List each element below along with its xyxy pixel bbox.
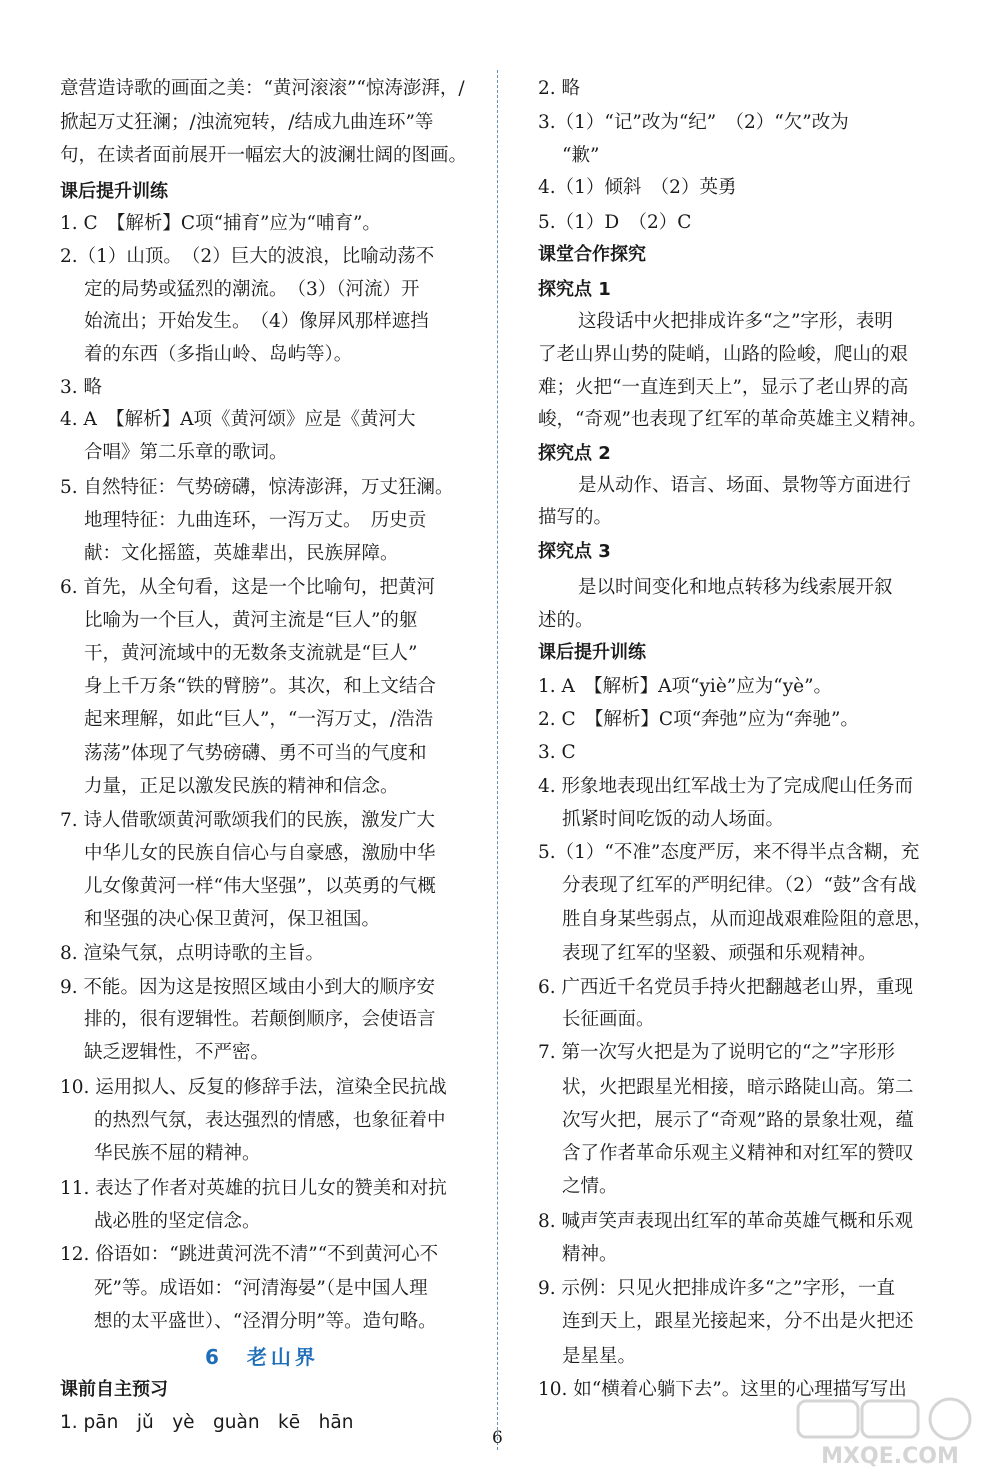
- text-line: 10. 如“横着心躺下去”。这里的心理描写写出: [538, 1379, 907, 1400]
- text-line: 了老山界山势的陡峭，山路的险峻，爬山的艰: [538, 344, 909, 365]
- text-line: 6. 广西近千名党员手持火把翻越老山界，重现: [538, 977, 914, 998]
- lesson-title: 6 老山界: [205, 1345, 319, 1369]
- text-line: 7. 诗人借歌颂黄河歌颂我们的民族，激发广大: [60, 810, 436, 831]
- text-line: 献：文化摇篮，英雄辈出，民族屏障。: [84, 543, 399, 564]
- text-line: 死”等。成语如：“河清海晏”（是中国人理: [94, 1278, 428, 1299]
- text-line: 5.（1）D （2）C: [538, 212, 692, 233]
- text-line: 5.（1）“不准”态度严厉，来不得半点含糊，充: [538, 842, 920, 863]
- text-line: 描写的。: [538, 507, 613, 528]
- svg-text:MXQE.COM: MXQE.COM: [821, 1444, 959, 1469]
- text-line: 分表现了红军的严明纪律。（2）“鼓”含有战: [562, 875, 917, 896]
- text-line: 9. 示例：只见火把排成许多“之”字形，一直: [538, 1278, 895, 1299]
- text-line: 始流出；开始发生。 （4）像屏风那样遮挡: [84, 311, 429, 332]
- text-line: 排的，很有逻辑性。若颠倒顺序，会使语言: [84, 1009, 436, 1030]
- text-line: 1. A 【解析】A项“yiè”应为“yè”。: [538, 676, 833, 697]
- text-line: 比喻为一个巨人，黄河主流是“巨人”的躯: [84, 610, 418, 631]
- text-line: 战必胜的坚定信念。: [94, 1211, 261, 1232]
- text-line: 起来理解，如此“巨人”，“一泻万丈，/浩浩: [84, 709, 434, 730]
- text-line: 合唱》第二乐章的歌词。: [84, 442, 288, 463]
- section-heading: 探究点 2: [538, 443, 611, 464]
- text-line: 连到天上，跟星光接起来，分不出是火把还: [562, 1311, 914, 1332]
- text-line: 是星星。: [562, 1346, 637, 1367]
- text-line: 11. 表达了作者对英雄的抗日儿女的赞美和对抗: [60, 1178, 447, 1199]
- text-line: 是从动作、语言、场面、景物等方面进行: [578, 475, 912, 496]
- text-line: 表现了红军的坚毅、顽强和乐观精神。: [562, 943, 877, 964]
- text-line: 含了作者革命乐观主义精神和对红军的赞叹: [562, 1143, 914, 1164]
- text-line: 4.（1）倾斜 （2）英勇: [538, 177, 737, 198]
- text-line: 8. 喊声笑声表现出红军的革命英雄气概和乐观: [538, 1211, 914, 1232]
- section-heading: 探究点 1: [538, 279, 611, 300]
- text-line: 4. 形象地表现出红军战士为了完成爬山任务而: [538, 776, 914, 797]
- text-line: 力量，正足以激发民族的精神和信念。: [84, 776, 399, 797]
- text-line: 5. 自然特征：气势磅礴，惊涛澎湃，万丈狂澜。: [60, 477, 454, 498]
- text-line: 的热烈气氛，表达强烈的情感，也象征着中: [94, 1110, 446, 1131]
- text-line: 3. 略: [60, 377, 103, 398]
- text-line: 2. 略: [538, 78, 581, 99]
- text-line: 精神。: [562, 1244, 618, 1265]
- column-divider: [497, 70, 498, 1450]
- text-line: 和坚强的决心保卫黄河，保卫祖国。: [84, 909, 381, 930]
- text-line: 2.（1）山顶。 （2）巨大的波浪，比喻动荡不: [60, 246, 435, 267]
- text-line: 7. 第一次写火把是为了说明它的“之”字形形: [538, 1042, 895, 1063]
- text-line: 胜自身某些弱点，从而迎战艰难险阻的意思，: [562, 909, 933, 930]
- text-line: 抓紧时间吃饭的动人场面。: [562, 809, 785, 830]
- text-line: 想的太平盛世）、“泾渭分明”等。造句略。: [94, 1311, 437, 1332]
- text-line: 12. 俗语如：“跳进黄河洗不清”“不到黄河心不: [60, 1244, 439, 1265]
- text-line: 9. 不能。因为这是按照区域由小到大的顺序安: [60, 977, 436, 998]
- text-line: 定的局势或猛烈的潮流。 （3）（河流）开: [84, 279, 420, 300]
- text-line: 2. C 【解析】C项“奔弛”应为“奔驰”。: [538, 709, 859, 730]
- text-line: 1. pān jǔ yè guàn kē hān: [60, 1412, 354, 1433]
- text-line: 峻，“奇观”也表现了红军的革命英雄主义精神。: [538, 409, 927, 430]
- text-line: 难；火把“一直连到天上”，显示了老山界的高: [538, 377, 909, 398]
- watermark-logo: [790, 1395, 990, 1470]
- text-line: 华民族不屈的精神。: [94, 1143, 261, 1164]
- section-heading: 课后提升训练: [60, 181, 168, 202]
- text-line: “歉”: [562, 145, 600, 166]
- text-line: 身上千万条“铁的臂膀”。其次，和上文结合: [84, 676, 436, 697]
- text-line: 是以时间变化和地点转移为线索展开叙: [578, 577, 893, 598]
- text-line: 长征画面。: [562, 1009, 655, 1030]
- text-line: 3. C: [538, 742, 576, 763]
- section-heading: 课后提升训练: [538, 642, 646, 663]
- text-line: 干，黄河流域中的无数条支流就是“巨人”: [84, 643, 418, 664]
- text-line: 中华儿女的民族自信心与自豪感，激励中华: [84, 843, 436, 864]
- text-line: 1. C 【解析】C项“捕育”应为“哺育”。: [60, 213, 381, 234]
- text-line: 着的东西（多指山岭、岛屿等）。: [84, 344, 353, 365]
- section-heading: 课堂合作探究: [538, 244, 646, 265]
- text-line: 之情。: [562, 1176, 618, 1197]
- text-line: 次写火把，展示了“奇观”路的景象壮观，蕴: [562, 1110, 914, 1131]
- text-line: 8. 渲染气氛，点明诗歌的主旨。: [60, 943, 325, 964]
- text-line: 意营造诗歌的画面之美：“黄河滚滚”“惊涛澎湃，/: [60, 78, 465, 99]
- text-line: 地理特征：九曲连环，一泻万丈。 历史贡: [84, 510, 427, 531]
- text-line: 10. 运用拟人、反复的修辞手法，渲染全民抗战: [60, 1077, 447, 1098]
- text-line: 这段话中火把排成许多“之”字形，表明: [578, 311, 893, 332]
- section-heading: 探究点 3: [538, 541, 611, 562]
- section-heading: 课前自主预习: [60, 1379, 168, 1400]
- text-line: 缺乏逻辑性，不严密。: [84, 1042, 270, 1063]
- page-number: 6: [492, 1428, 503, 1448]
- text-line: 儿女像黄河一样“伟大坚强”，以英勇的气概: [84, 876, 436, 897]
- text-line: 状，火把跟星光相接，暗示路陡山高。第二: [562, 1077, 914, 1098]
- text-line: 4. A 【解析】A项《黄河颂》应是《黄河大: [60, 409, 416, 430]
- text-line: 句，在读者面前展开一幅宏大的波澜壮阔的图画。: [60, 145, 468, 166]
- text-line: 述的。: [538, 610, 594, 631]
- text-line: 6. 首先，从全句看，这是一个比喻句，把黄河: [60, 577, 436, 598]
- text-line: 荡荡”体现了气势磅礴、勇不可当的气度和: [84, 743, 427, 764]
- text-line: 3.（1）“记”改为“纪” （2）“欠”改为: [538, 112, 849, 133]
- text-line: 掀起万丈狂澜；/浊流宛转，/结成九曲连环”等: [60, 112, 434, 133]
